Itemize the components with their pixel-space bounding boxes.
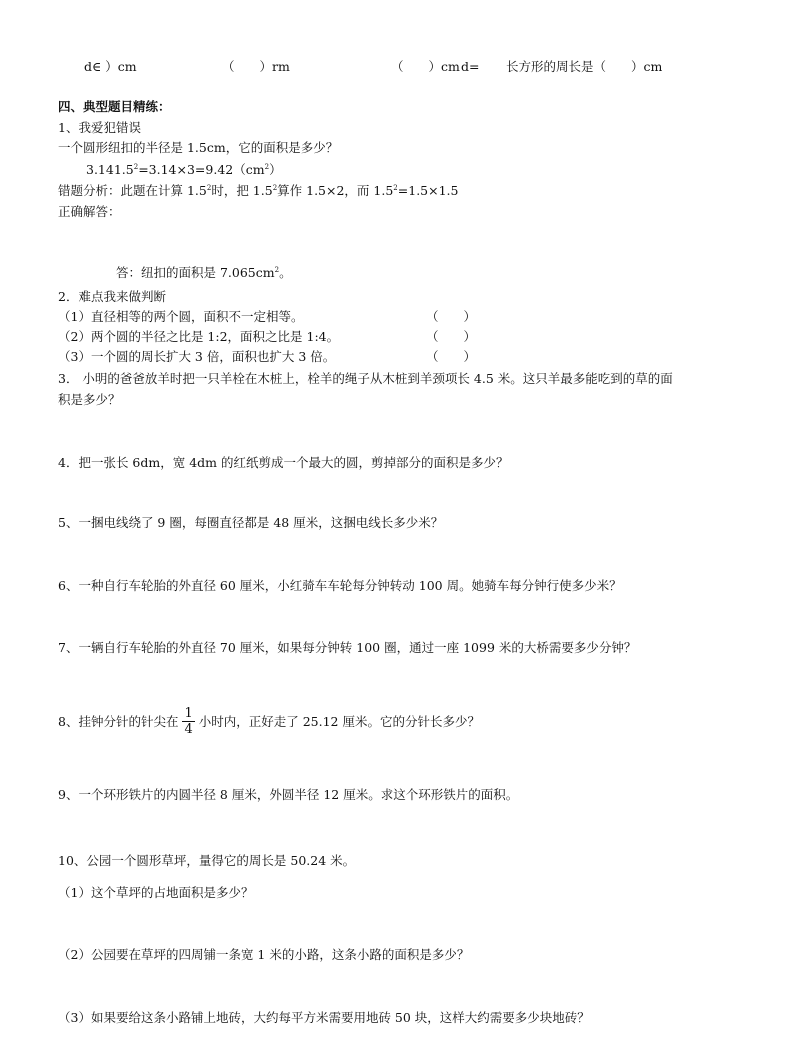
q5-text: 5、一捆电线绕了 9 圈，每圈直径都是 48 厘米，这捆电线长多少米？ [58, 515, 444, 530]
q1-answer: 答：纽扣的面积是 $7.065cm^2$。 [116, 265, 292, 280]
q7-text: 7、一辆自行车轮胎的外直径 70 厘米，如果每分钟转 100 圈，通过一座 1099 米的大桥需要多少分钟？ [58, 640, 637, 655]
q9-text: 9、一个环形铁片的内圆半径 8 厘米，外圆半径 12 厘米。求这个环形铁片的面积。 [58, 787, 519, 802]
blank-cm: （ ）cm [391, 59, 460, 74]
rectangle-perimeter-blank: 长方形的周长是（ ）cm [506, 59, 663, 74]
blank-d-cm: d∈ ）cm [84, 59, 137, 74]
q10-sub-2: （2）公园要在草坪的四周铺一条宽 1 米的小路，这条小路的面积是多少？ [58, 947, 470, 962]
q10-sub-3: （3）如果要给这条小路铺上地砖，大约每平方米需要用地砖 50 块，这样大约需要多少块地砖？ [58, 1010, 590, 1025]
q1-wrong-calculation: $3.141.5^2=3.14\times 3=9.42(cm^2)$ [86, 162, 282, 177]
q2-item-1: （1）直径相等的两个圆，面积不一定相等。 [58, 309, 304, 324]
q10-sub-1: （1）这个草坪的占地面积是多少？ [58, 885, 254, 900]
q2-title: 2．难点我来做判断 [58, 289, 166, 304]
fraction-one-quarter: $\frac{1}{4}$ [184, 706, 193, 737]
q1-error-analysis: 错题分析：此题在计算 $1.5^2$时，把 $1.5^2$算作 1.5×2，而 $1.5^2=1.5\times 1.5$ [58, 183, 459, 198]
blank-d-equals: d= [461, 59, 480, 74]
q3-text-line-1: 3． 小明的爸爸放羊时把一只羊栓在木桩上，栓羊的绳子从木桩到羊颈项长 4.5 米。这只羊最多能吃到的草的面 [58, 371, 673, 386]
q10-title: 10、公园一个圆形草坪，量得它的周长是 50.24 米。 [58, 853, 356, 868]
q3-text-line-2: 积是多少？ [58, 392, 121, 407]
q1-title: 1、我爱犯错误 [58, 120, 141, 135]
q8-text: 8、挂钟分针的针尖在 $\frac{1}{4}$ 小时内，正好走了 25.12 厘米。它的分针长多少？ [58, 706, 480, 737]
q2-item-3: （3）一个圆的周长扩大 3 倍，面积也扩大 3 倍。 [58, 349, 336, 364]
q2-answer-bracket-3: （ ） [426, 349, 477, 364]
q2-answer-bracket-1: （ ） [426, 309, 477, 324]
section-title: 四、典型题目精练： [58, 99, 171, 114]
q1-question: 一个圆形纽扣的半径是 1.5cm，它的面积是多少？ [58, 140, 339, 155]
blank-rm: （ ）rm [222, 59, 290, 74]
q2-item-2: （2）两个圆的半径之比是 1:2，面积之比是 1:4。 [58, 329, 340, 344]
q6-text: 6、一种自行车轮胎的外直径 60 厘米，小红骑车车轮每分钟转动 100 周。她骑车每分钟行使多少米？ [58, 578, 622, 593]
q1-correct-label: 正确解答： [58, 204, 121, 219]
q2-answer-bracket-2: （ ） [426, 329, 477, 344]
q4-text: 4．把一张长 6dm，宽 4dm 的红纸剪成一个最大的圆，剪掉部分的面积是多少？ [58, 455, 509, 470]
